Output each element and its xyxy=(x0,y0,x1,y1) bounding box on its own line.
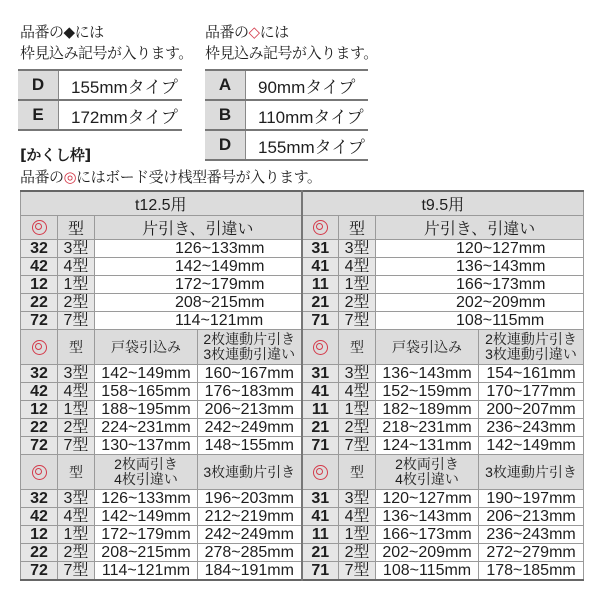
part-number-header xyxy=(21,455,58,490)
part-number: 41 xyxy=(302,258,339,276)
part-number: 41 xyxy=(302,383,339,401)
table-row xyxy=(21,490,584,508)
size-range: 178~185mm xyxy=(479,562,584,581)
part-number-header xyxy=(21,330,58,365)
part-number: 41 xyxy=(302,508,339,526)
size-range: 130~137mm xyxy=(95,437,198,455)
type-cell: 3型 xyxy=(58,490,95,508)
type-cell: 1型 xyxy=(58,401,95,419)
part-number-header xyxy=(302,330,339,365)
size-range: 108~115mm xyxy=(376,562,479,581)
type-cell: 2型 xyxy=(58,419,95,437)
column-header: 戸袋引込み xyxy=(376,330,479,365)
table-row xyxy=(21,365,584,383)
part-number: 71 xyxy=(302,562,339,581)
size-range: 114~121mm xyxy=(95,562,198,581)
part-number: 72 xyxy=(21,437,58,455)
type-cell: 7型 xyxy=(339,312,376,330)
column-header: 2枚連動片引き 3枚連動引違い xyxy=(479,330,584,365)
size-range: 142~149mm xyxy=(95,258,302,276)
code-letter: E xyxy=(18,100,59,130)
size-range: 272~279mm xyxy=(479,544,584,562)
type-cell: 3型 xyxy=(339,240,376,258)
table-row xyxy=(21,240,584,258)
table-row xyxy=(21,562,584,581)
part-number: 22 xyxy=(21,294,58,312)
part-number: 21 xyxy=(302,419,339,437)
size-range: 142~149mm xyxy=(95,365,198,383)
part-number: 22 xyxy=(21,544,58,562)
size-range: 170~177mm xyxy=(479,383,584,401)
type-header: 型 xyxy=(58,216,95,240)
size-range: 242~249mm xyxy=(198,419,302,437)
code-row xyxy=(205,100,368,130)
size-range: 172~179mm xyxy=(95,526,198,544)
size-range: 236~243mm xyxy=(479,419,584,437)
type-cell: 7型 xyxy=(58,312,95,330)
code-desc: 155mmタイプ xyxy=(59,70,183,100)
column-header: 2枚両引き 4枚引違い xyxy=(95,455,198,490)
type-cell: 2型 xyxy=(58,544,95,562)
note-text: には xyxy=(259,23,289,41)
part-number: 42 xyxy=(21,383,58,401)
part-number-header xyxy=(302,455,339,490)
type-cell: 1型 xyxy=(339,401,376,419)
double-circle-icon xyxy=(32,340,47,355)
double-circle-icon xyxy=(32,465,47,480)
size-range: 160~167mm xyxy=(198,365,302,383)
size-range: 166~173mm xyxy=(376,526,479,544)
type-cell: 3型 xyxy=(58,240,95,258)
part-number: 12 xyxy=(21,401,58,419)
part-number: 72 xyxy=(21,562,58,581)
code-row xyxy=(18,100,182,130)
type-cell: 7型 xyxy=(339,437,376,455)
code-row xyxy=(205,70,368,100)
part-number: 21 xyxy=(302,544,339,562)
code-desc: 90mmタイプ xyxy=(246,70,369,100)
type-cell: 1型 xyxy=(58,276,95,294)
part-number: 42 xyxy=(21,258,58,276)
size-range: 202~209mm xyxy=(376,544,479,562)
type-cell: 2型 xyxy=(339,544,376,562)
section-header-row xyxy=(21,455,584,490)
table-row xyxy=(21,544,584,562)
part-number: 32 xyxy=(21,365,58,383)
type-cell: 7型 xyxy=(58,437,95,455)
size-range: 172~179mm xyxy=(95,276,302,294)
part-number: 12 xyxy=(21,526,58,544)
section-header-row xyxy=(21,330,584,365)
right-code-table xyxy=(205,69,368,161)
size-range: 136~143mm xyxy=(376,365,479,383)
size-range: 218~231mm xyxy=(376,419,479,437)
part-number: 32 xyxy=(21,490,58,508)
size-range: 136~143mm xyxy=(376,258,584,276)
size-range: 212~219mm xyxy=(198,508,302,526)
type-cell: 3型 xyxy=(58,365,95,383)
type-cell: 7型 xyxy=(339,562,376,581)
size-range: 236~243mm xyxy=(479,526,584,544)
part-number: 11 xyxy=(302,526,339,544)
type-cell: 4型 xyxy=(339,383,376,401)
column-header: 3枚連動片引き xyxy=(479,455,584,490)
t9-5-header: t9.5用 xyxy=(302,191,584,216)
type-cell: 2型 xyxy=(58,294,95,312)
size-range: 206~213mm xyxy=(198,401,302,419)
t12-5-header: t12.5用 xyxy=(21,191,302,216)
size-range: 126~133mm xyxy=(95,240,302,258)
left-note xyxy=(20,22,193,64)
board-spec-table xyxy=(20,190,584,581)
type-cell: 1型 xyxy=(339,276,376,294)
section-header-row xyxy=(21,216,584,240)
size-range: 136~143mm xyxy=(376,508,479,526)
part-number: 31 xyxy=(302,240,339,258)
left-code-table xyxy=(18,69,182,131)
size-range: 158~165mm xyxy=(95,383,198,401)
part-number: 11 xyxy=(302,276,339,294)
column-header: 2枚連動片引き 3枚連動引違い xyxy=(198,330,302,365)
size-range: 202~209mm xyxy=(376,294,584,312)
table-row xyxy=(21,276,584,294)
part-number: 12 xyxy=(21,276,58,294)
part-number-header xyxy=(21,216,58,240)
size-range: 126~133mm xyxy=(95,490,198,508)
part-number: 71 xyxy=(302,437,339,455)
table-row xyxy=(21,526,584,544)
part-number: 31 xyxy=(302,490,339,508)
type-cell: 2型 xyxy=(339,294,376,312)
size-range: 184~191mm xyxy=(198,562,302,581)
kakushi-title: [かくし枠] xyxy=(20,146,91,164)
code-letter: B xyxy=(205,100,246,130)
code-letter: D xyxy=(18,70,59,100)
part-number: 22 xyxy=(21,419,58,437)
size-range: 190~197mm xyxy=(479,490,584,508)
table-row xyxy=(21,401,584,419)
type-cell: 4型 xyxy=(58,508,95,526)
size-range: 148~155mm xyxy=(198,437,302,455)
type-cell: 1型 xyxy=(339,526,376,544)
part-number: 71 xyxy=(302,312,339,330)
double-circle-icon xyxy=(32,220,47,235)
note-text: 品番の xyxy=(205,23,249,41)
size-range: 200~207mm xyxy=(479,401,584,419)
note-text: にはボード受け桟型番号が入ります。 xyxy=(76,168,322,186)
filled-diamond-icon: ◆ xyxy=(63,23,75,41)
column-header: 片引き、引違い xyxy=(376,216,584,240)
part-number: 32 xyxy=(21,240,58,258)
note-text: には xyxy=(74,23,104,41)
table-row xyxy=(21,294,584,312)
part-number: 31 xyxy=(302,365,339,383)
size-range: 206~213mm xyxy=(479,508,584,526)
double-circle-icon xyxy=(313,220,328,235)
size-range: 166~173mm xyxy=(376,276,584,294)
table-row xyxy=(21,419,584,437)
outline-diamond-icon: ◇ xyxy=(248,23,260,41)
type-header: 型 xyxy=(58,455,95,490)
table-row xyxy=(21,437,584,455)
size-range: 120~127mm xyxy=(376,240,584,258)
table-row xyxy=(21,383,584,401)
size-range: 188~195mm xyxy=(95,401,198,419)
type-cell: 3型 xyxy=(339,490,376,508)
code-letter: D xyxy=(205,130,246,160)
kakushi-note xyxy=(20,167,321,188)
part-number: 21 xyxy=(302,294,339,312)
part-number: 72 xyxy=(21,312,58,330)
note-text: 品番の xyxy=(20,168,64,186)
table-row xyxy=(21,312,584,330)
part-number: 42 xyxy=(21,508,58,526)
code-row xyxy=(205,130,368,160)
type-cell: 7型 xyxy=(58,562,95,581)
size-range: 278~285mm xyxy=(198,544,302,562)
type-header: 型 xyxy=(339,216,376,240)
part-number: 11 xyxy=(302,401,339,419)
type-cell: 4型 xyxy=(58,383,95,401)
size-range: 242~249mm xyxy=(198,526,302,544)
size-range: 154~161mm xyxy=(479,365,584,383)
type-header: 型 xyxy=(339,455,376,490)
note-text: 枠見込み記号が入ります。 xyxy=(205,44,378,62)
note-text: 枠見込み記号が入ります。 xyxy=(20,44,193,62)
type-header: 型 xyxy=(58,330,95,365)
code-row xyxy=(18,70,182,100)
column-header: 片引き、引違い xyxy=(95,216,302,240)
type-cell: 4型 xyxy=(58,258,95,276)
size-range: 142~149mm xyxy=(479,437,584,455)
type-header: 型 xyxy=(339,330,376,365)
table-row xyxy=(21,258,584,276)
column-header: 戸袋引込み xyxy=(95,330,198,365)
size-range: 224~231mm xyxy=(95,419,198,437)
size-range: 196~203mm xyxy=(198,490,302,508)
type-cell: 4型 xyxy=(339,508,376,526)
size-range: 120~127mm xyxy=(376,490,479,508)
double-circle-icon xyxy=(313,465,328,480)
double-circle-icon xyxy=(313,340,328,355)
code-letter: A xyxy=(205,70,246,100)
column-header: 3枚連動片引き xyxy=(198,455,302,490)
column-header: 2枚両引き 4枚引違い xyxy=(376,455,479,490)
right-note xyxy=(205,22,378,64)
part-number-header xyxy=(302,216,339,240)
size-range: 124~131mm xyxy=(376,437,479,455)
size-range: 152~159mm xyxy=(376,383,479,401)
table-row xyxy=(21,508,584,526)
size-range: 114~121mm xyxy=(95,312,302,330)
code-desc: 155mmタイプ xyxy=(246,130,369,160)
type-cell: 4型 xyxy=(339,258,376,276)
type-cell: 2型 xyxy=(339,419,376,437)
double-circle-icon: ◎ xyxy=(63,168,77,186)
code-desc: 110mmタイプ xyxy=(246,100,369,130)
size-range: 176~183mm xyxy=(198,383,302,401)
note-text: 品番の xyxy=(20,23,64,41)
code-desc: 172mmタイプ xyxy=(59,100,183,130)
type-cell: 1型 xyxy=(58,526,95,544)
size-range: 208~215mm xyxy=(95,544,198,562)
size-range: 182~189mm xyxy=(376,401,479,419)
size-range: 142~149mm xyxy=(95,508,198,526)
type-cell: 3型 xyxy=(339,365,376,383)
size-range: 108~115mm xyxy=(376,312,584,330)
size-range: 208~215mm xyxy=(95,294,302,312)
